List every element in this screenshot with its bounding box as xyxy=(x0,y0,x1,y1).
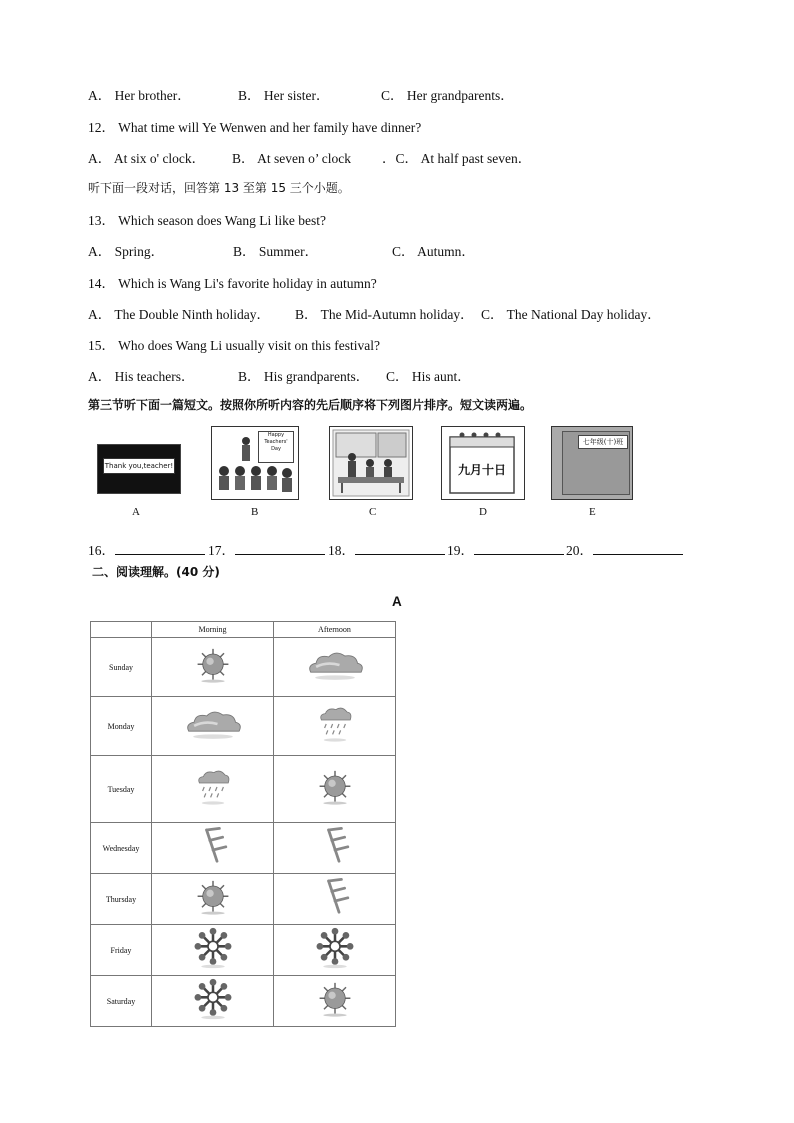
weather-table xyxy=(90,621,396,1027)
picture-b-text-1: Happy xyxy=(267,432,285,438)
weather-cell xyxy=(274,925,396,976)
q15-option-b: B． His grandparents． xyxy=(238,369,370,384)
picture-c xyxy=(329,426,413,500)
q15-question: 15． Who does Wang Li usually visit on this festival? xyxy=(88,338,381,353)
day-label: Monday xyxy=(91,697,152,756)
header-morning: Morning xyxy=(152,622,274,638)
q14-question: 14． Which is Wang Li's favorite holiday in autumn? xyxy=(88,276,377,291)
calendar-date: 九月十日 xyxy=(457,463,506,477)
rainy-icon xyxy=(193,767,233,807)
table-row xyxy=(91,925,396,976)
windy-icon xyxy=(319,826,351,866)
q11-option-c: C． Her grandparents． xyxy=(381,88,514,103)
weather-cell xyxy=(274,638,396,697)
snowy-icon xyxy=(192,978,234,1020)
blank-16-line[interactable] xyxy=(115,542,205,555)
classroom-illustration xyxy=(212,427,298,499)
blank-18-number: 18． xyxy=(328,543,355,558)
corner-cell xyxy=(91,622,152,638)
picture-b-text-2: Teachers' xyxy=(264,439,288,445)
weather-cell xyxy=(152,638,274,697)
table-row xyxy=(91,697,396,756)
q11-option-a: A． Her brother． xyxy=(88,88,191,103)
weather-cell xyxy=(274,756,396,823)
q14-option-a: A． The Double Ninth holiday． xyxy=(88,307,270,322)
cloudy-icon xyxy=(303,647,367,683)
picture-c-label: C xyxy=(369,506,377,518)
picture-d-label: D xyxy=(479,506,487,518)
weather-cell xyxy=(152,823,274,874)
windy-icon xyxy=(197,826,229,866)
q12-option-c: ．C． At half past seven． xyxy=(382,151,532,166)
table-row xyxy=(91,756,396,823)
rainy-icon xyxy=(315,704,355,744)
blank-16[interactable] xyxy=(88,539,205,559)
q12-option-b: B． At seven o’ clock xyxy=(232,151,351,166)
sunny-icon xyxy=(313,768,357,806)
picture-d xyxy=(441,426,525,500)
picture-b-text-3: Day xyxy=(271,446,281,452)
q13-question: 13． Which season does Wang Li like best? xyxy=(88,213,326,228)
day-label: Thursday xyxy=(91,874,152,925)
blank-17[interactable] xyxy=(208,539,325,559)
section-reading-title: 二、阅读理解。(40 分) xyxy=(92,565,220,579)
blank-16-number: 16． xyxy=(88,543,115,558)
sunny-icon xyxy=(191,878,235,916)
passage-a-label: A xyxy=(392,594,402,609)
table-row xyxy=(91,823,396,874)
table-row xyxy=(91,976,396,1027)
picture-a-text: Thank you,teacher! xyxy=(103,458,175,474)
blank-18-line[interactable] xyxy=(355,542,445,555)
blank-19[interactable] xyxy=(447,539,564,559)
q12-question: 12． What time will Ye Wenwen and her family have dinner? xyxy=(88,120,422,135)
weather-cell xyxy=(274,697,396,756)
header-afternoon: Afternoon xyxy=(274,622,396,638)
cloudy-icon xyxy=(181,706,245,742)
section3-instruction: 第三节听下面一篇短文。按照你所听内容的先后顺序将下列图片排序。短文读两遍。 xyxy=(88,398,533,412)
q15-option-c: C． His aunt． xyxy=(386,369,471,384)
instruction-13-15: 听下面一段对话，回答第 13 至第 15 三个小题。 xyxy=(88,181,350,195)
day-label: Tuesday xyxy=(91,756,152,823)
weather-cell xyxy=(274,976,396,1027)
blank-20-number: 20． xyxy=(566,543,593,558)
q13-option-b: B． Summer． xyxy=(233,244,319,259)
weather-cell xyxy=(274,874,396,925)
blank-18[interactable] xyxy=(328,539,445,559)
day-label: Sunday xyxy=(91,638,152,697)
blank-17-line[interactable] xyxy=(235,542,325,555)
room-illustration xyxy=(330,427,412,499)
snowy-icon xyxy=(314,927,356,969)
weather-cell xyxy=(152,756,274,823)
picture-e xyxy=(551,426,633,500)
snowy-icon xyxy=(192,927,234,969)
q12-option-a: A． At six o' clock． xyxy=(88,151,206,166)
weather-cell xyxy=(274,823,396,874)
picture-a-label: A xyxy=(132,506,140,518)
day-label: Wednesday xyxy=(91,823,152,874)
sunny-icon xyxy=(191,646,235,684)
q14-option-b: B． The Mid-Autumn holiday． xyxy=(295,307,474,322)
q15-option-a: A． His teachers． xyxy=(88,369,195,384)
weather-header-row xyxy=(91,622,396,638)
table-row xyxy=(91,638,396,697)
picture-b xyxy=(211,426,299,500)
weather-cell xyxy=(152,976,274,1027)
windy-icon xyxy=(319,877,351,917)
blank-19-number: 19． xyxy=(447,543,474,558)
day-label: Friday xyxy=(91,925,152,976)
blank-17-number: 17． xyxy=(208,543,235,558)
weather-cell xyxy=(152,874,274,925)
blank-19-line[interactable] xyxy=(474,542,564,555)
q13-option-a: A． Spring． xyxy=(88,244,165,259)
q14-option-c: C． The National Day holiday． xyxy=(481,307,661,322)
picture-a xyxy=(97,428,179,500)
weather-cell xyxy=(152,697,274,756)
q13-option-c: C． Autumn． xyxy=(392,244,475,259)
blank-20-line[interactable] xyxy=(593,542,683,555)
weather-cell xyxy=(152,925,274,976)
picture-b-label: B xyxy=(251,506,259,518)
sunny-icon xyxy=(313,980,357,1018)
picture-e-label: E xyxy=(589,506,596,518)
blank-20[interactable] xyxy=(566,539,683,559)
day-label: Saturday xyxy=(91,976,152,1027)
q11-option-b: B． Her sister． xyxy=(238,88,330,103)
class-sign: 七年级(十)班 xyxy=(578,435,628,449)
table-row xyxy=(91,874,396,925)
